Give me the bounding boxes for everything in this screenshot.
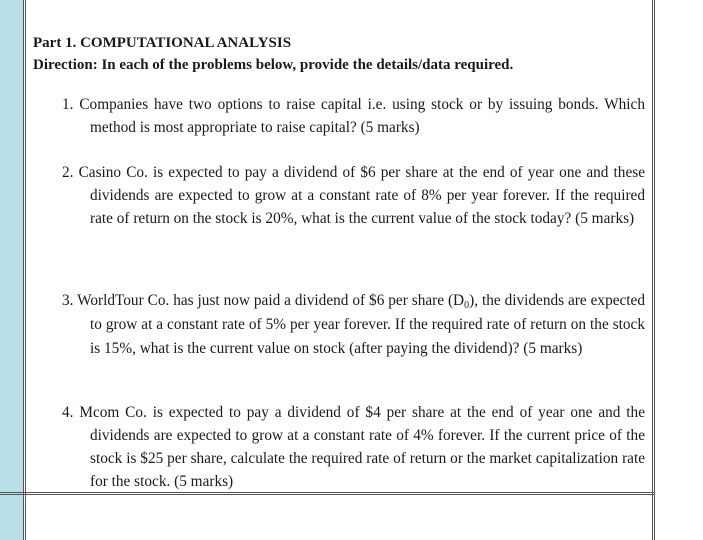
table-border-right-inner xyxy=(652,0,653,540)
question-1 xyxy=(62,93,645,139)
question-number: 4. xyxy=(62,404,74,421)
question-number: 2. xyxy=(62,164,74,181)
question-text: Companies have two options to raise capital i.e. using stock or by issuing bonds. Which method is most appropriate to raise capital? (5 marks) xyxy=(79,96,645,136)
left-margin-strip xyxy=(0,0,23,540)
question-text-after: ), the dividends are expected to grow at a constant rate of 5% per year forever. If the required rate of return on the stock is 15%, what is the current value on stock (after paying the dividend)? (5 marks) xyxy=(90,292,645,357)
direction-text: Direction: In each of the problems below, provide the details/data required. xyxy=(33,57,514,73)
question-text-before: WorldTour Co. has just now paid a dividend of $6 per share (D xyxy=(77,292,465,309)
question-4 xyxy=(62,401,645,492)
question-2 xyxy=(62,161,645,230)
question-3 xyxy=(62,289,645,361)
document-cell xyxy=(26,0,652,492)
question-text: Mcom Co. is expected to pay a dividend of $4 per share at the end of year one and the dividends are expected to grow at a constant rate of 4% forever. If the current price of the stock is $25 per share, calculate the required rate of return or the market capitalization rate for the stock. (5 marks) xyxy=(79,404,645,490)
question-number: 1. xyxy=(62,96,74,113)
table-border-left-outer xyxy=(23,0,24,540)
question-text: Casino Co. is expected to pay a dividend of $6 per share at the end of year one and these dividends are expected to grow at a constant rate of 8% per year forever. If the required rate of return on the stock is 20%, what is the current value of the stock today? (5 marks) xyxy=(78,164,645,227)
question-number: 3. xyxy=(62,292,74,309)
table-border-right-outer xyxy=(654,0,655,540)
dividend-subscript: 0 xyxy=(464,300,470,311)
empty-answer-cell xyxy=(26,495,652,540)
table-row-divider-top xyxy=(0,492,655,493)
part-title: Part 1. COMPUTATIONAL ANALYSIS xyxy=(33,35,292,51)
